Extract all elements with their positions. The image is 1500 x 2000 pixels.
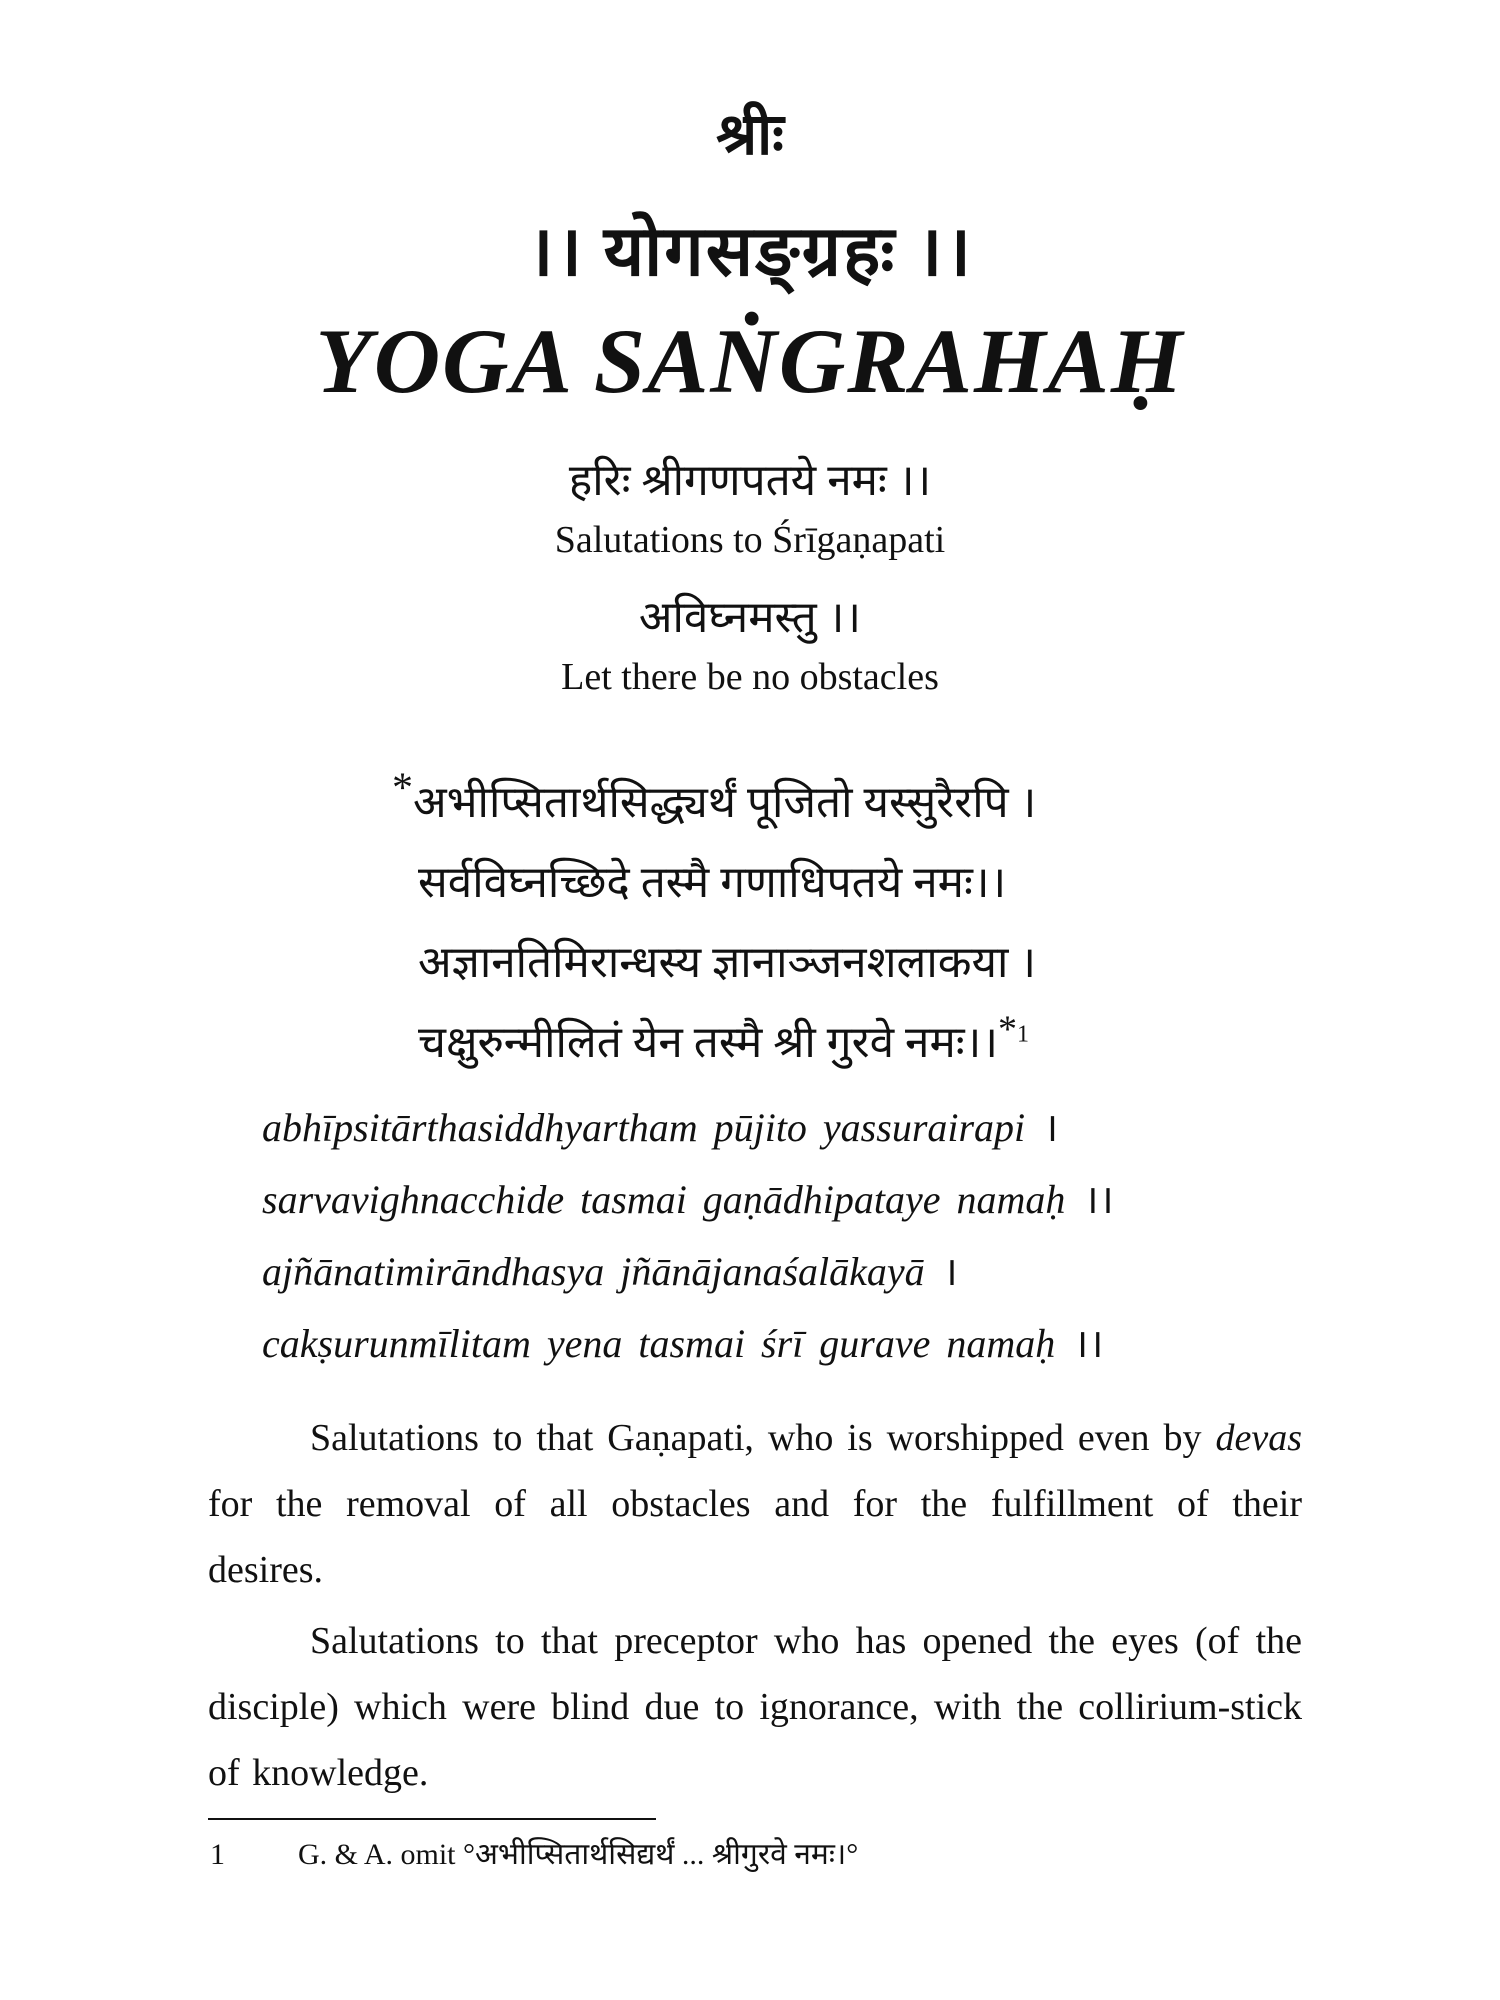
shree-heading: श्रीः [716, 102, 784, 167]
transliteration-line-2 [262, 1170, 1114, 1225]
footnote-divider [208, 1818, 656, 1820]
transliteration-line-3-text: ajñānatimirāndhasya jñānājanaśalākayā [262, 1249, 925, 1294]
transliteration-line-2-text: sarvavighnacchide tasmai gaṇādhipataye namaḥ [262, 1177, 1066, 1222]
footnote [210, 1832, 858, 1873]
invocation-translation: Salutations to Śrīgaṇapati [554, 519, 946, 561]
transliteration-line-1 [262, 1098, 1058, 1153]
verse-line-3: अज्ञानतिमिरान्धस्य ज्ञानाञ्जनशलाकया । [418, 938, 1037, 987]
translation-paragraph-2: Salutations to that preceptor who has opened the eyes (of the disciple) which were blind due to ignorance, with the collirium-stick of knowledge. [208, 1620, 1302, 1794]
translation-paragraph-1 [208, 1405, 1302, 1603]
footnote-text: G. & A. omit °अभीप्सितार्थसिद्यर्थं ... श्रीगुरवे नमः।° [298, 1838, 859, 1871]
danda-2: ।। [1083, 1177, 1114, 1222]
invocation-sanskrit: हरिः श्रीगणपतये नमः ।। [568, 456, 932, 505]
danda-3: । [942, 1249, 958, 1294]
transliteration-line-1-text: abhīpsitārthasiddhyartham pūjito yassurairapi [262, 1105, 1026, 1150]
translation-p1-a: Salutations to that Gaṇapati, who is worshipped even by [310, 1417, 1216, 1459]
transliteration-line-4 [262, 1314, 1104, 1369]
devas-term: devas [1215, 1417, 1302, 1459]
verse-end-star: * [998, 1008, 1018, 1051]
danda-4: ।। [1073, 1321, 1104, 1366]
verse-line-1 [392, 765, 1037, 830]
avighna-sanskrit: अविघ्नमस्तु ।। [638, 593, 862, 642]
footnote-ref: 1 [1017, 1021, 1030, 1048]
verse-start-star: * [392, 765, 413, 812]
danda-1: । [1043, 1105, 1059, 1150]
verse-line-1-text: अभीप्सितार्थसिद्ध्यर्थं पूजितो यस्सुरैरपि । [413, 778, 1037, 827]
verse-line-4-text: चक्षुरुन्मीलितं येन तस्मै श्री गुरवे नमः।। [418, 1018, 999, 1067]
transliteration-line-3 [262, 1242, 958, 1297]
translation-p1-b: for the removal of all obstacles and for the fulfillment of their desires. [208, 1483, 1302, 1591]
verse-line-4 [418, 1010, 1029, 1070]
transliteration-line-4-text: cakṣurunmīlitam yena tasmai śrī gurave namaḥ [262, 1321, 1056, 1366]
english-title: YOGA SAṄGRAHAḤ [315, 310, 1185, 412]
avighna-translation: Let there be no obstacles [561, 656, 939, 698]
footnote-number: 1 [210, 1838, 225, 1871]
verse-line-2: सर्वविघ्नच्छिदे तस्मै गणाधिपतये नमः।। [418, 858, 1007, 907]
sanskrit-title: ।। योगसङ्ग्रहः ।। [527, 214, 973, 291]
